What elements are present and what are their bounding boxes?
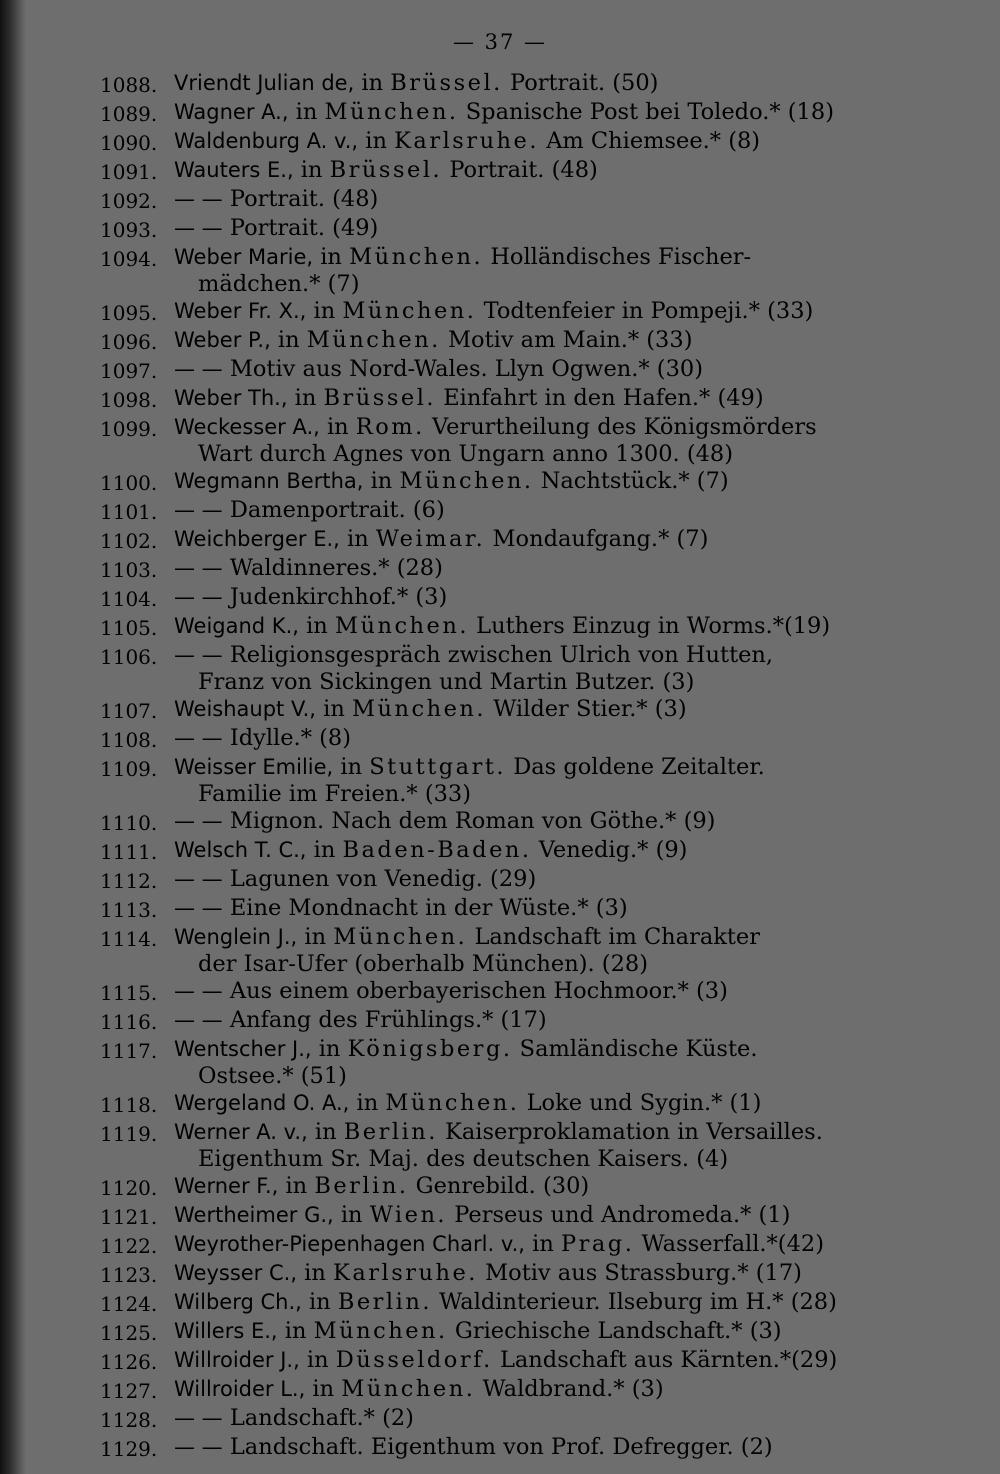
entry-body [174, 555, 910, 584]
preposition: in [277, 1318, 314, 1344]
entry-body [174, 128, 910, 157]
artwork-title: Portrait. (48) [449, 157, 598, 183]
artist-name: — — [174, 867, 223, 891]
entry-body [174, 642, 910, 696]
preposition: in [315, 696, 352, 722]
entry-body [174, 808, 910, 837]
artist-name: Wagner A., [174, 100, 289, 124]
entry-body [174, 99, 910, 128]
entry-body [174, 1119, 910, 1173]
catalog-entry [100, 978, 910, 1007]
artwork-title: Waldbrand.* (3) [482, 1376, 664, 1402]
city-name: München. [341, 1376, 476, 1402]
city-name: Brüssel. [329, 157, 443, 183]
entry-number: 1101. [100, 500, 158, 524]
entry-number: 1100. [100, 471, 158, 495]
preposition: in [333, 754, 370, 780]
catalog-entry [100, 924, 910, 978]
artist-name: Welsch T. C., [174, 838, 307, 862]
entry-body [174, 526, 910, 555]
city-name: Weimar. [375, 526, 486, 552]
entry-number: 1099. [100, 417, 158, 441]
artwork-title: Am Chiemsee.* (8) [546, 128, 761, 154]
artwork-title: Portrait. (50) [509, 70, 659, 96]
artwork-title: Holländisches Fischer- [490, 244, 752, 270]
artwork-title: Genrebild. (30) [415, 1173, 590, 1199]
catalog-entry [100, 808, 910, 837]
catalog-entry [100, 1090, 910, 1119]
entry-number: 1093. [100, 218, 158, 242]
entry-number: 1111. [100, 840, 158, 864]
preposition: in [297, 924, 334, 950]
city-name: München. [313, 1318, 448, 1344]
entry-body [174, 1289, 910, 1318]
entry-body [174, 924, 910, 978]
entry-number: 1090. [100, 131, 158, 155]
artist-name: — — [174, 187, 223, 211]
entry-body [174, 1405, 910, 1434]
artwork-title: Religionsgespräch zwischen Ulrich von Hutten, [229, 642, 774, 668]
city-name: München. [306, 327, 441, 353]
preposition: in [305, 1376, 342, 1402]
artwork-title: Damenportrait. (6) [229, 497, 445, 523]
entry-number: 1091. [100, 160, 158, 184]
entry-body [174, 298, 910, 327]
preposition: in [306, 298, 343, 324]
entry-number: 1113. [100, 898, 158, 922]
entry-body [174, 497, 910, 526]
city-name: Rom. [355, 414, 425, 440]
entry-body [174, 244, 910, 298]
artist-name: — — [174, 726, 223, 750]
artist-name: — — [174, 498, 223, 522]
artist-name: Willers E., [174, 1319, 278, 1343]
entry-body [174, 1202, 910, 1231]
entry-continuation: Wart durch Agnes von Ungarn anno 1300. (48) [198, 441, 734, 467]
preposition: in [313, 244, 350, 270]
entry-body [174, 186, 910, 215]
artwork-title: Landschaft aus Kärnten.*(29) [499, 1347, 838, 1373]
city-name: Düsseldorf. [335, 1347, 493, 1373]
preposition: in [293, 157, 330, 183]
catalog-entry [100, 1173, 910, 1202]
artist-name: Vriendt Julian de, [174, 71, 355, 95]
catalog-entry [100, 1007, 910, 1036]
artist-name: Wilberg Ch., [174, 1290, 302, 1314]
catalog-entry [100, 1231, 910, 1260]
preposition: in [319, 414, 356, 440]
artist-name: — — [174, 1435, 223, 1459]
artist-name: Weyrother-Piepenhagen Charl. v., [174, 1232, 525, 1256]
catalog-entry [100, 1405, 910, 1434]
artist-name: Werner A. v., [174, 1120, 308, 1144]
artist-name: Weigand K., [174, 614, 299, 638]
artwork-title: Anfang des Frühlings.* (17) [229, 1007, 547, 1033]
artwork-title: Nachtstück.* (7) [540, 468, 729, 494]
city-name: Wien. [369, 1202, 448, 1228]
catalog-entry [100, 157, 910, 186]
entry-number: 1118. [100, 1093, 158, 1117]
catalog-entry [100, 1119, 910, 1173]
entry-body [174, 837, 910, 866]
artist-name: Weber Fr. X., [174, 299, 307, 323]
artist-name: — — [174, 556, 223, 580]
entry-body [174, 895, 910, 924]
preposition: in [299, 1347, 336, 1373]
preposition: in [270, 327, 307, 353]
city-name: Brüssel. [390, 70, 503, 96]
city-name: München. [385, 1090, 520, 1116]
city-name: München. [351, 696, 487, 722]
catalog-entry [100, 468, 910, 497]
catalog-entry [100, 356, 910, 385]
entry-body [174, 978, 910, 1007]
preposition: in [349, 1090, 386, 1116]
entry-body [174, 70, 910, 99]
artwork-title: Motiv am Main.* (33) [448, 327, 693, 353]
artwork-title: Landschaft.* (2) [229, 1405, 414, 1431]
artwork-title: Eine Mondnacht in der Wüste.* (3) [229, 895, 628, 921]
city-name: Berlin. [343, 1119, 438, 1145]
preposition: in [524, 1231, 561, 1257]
entry-number: 1094. [100, 247, 158, 271]
entry-continuation: der Isar-Ufer (oberhalb München). (28) [198, 951, 648, 977]
entry-body [174, 1347, 910, 1376]
entry-body [174, 696, 910, 725]
preposition: in [311, 1036, 348, 1062]
preposition: in [307, 1119, 344, 1145]
city-name: München. [349, 244, 484, 270]
entry-body [174, 866, 910, 895]
catalog-entry [100, 642, 910, 696]
catalog-entry [100, 696, 910, 725]
entry-body [174, 1434, 910, 1463]
artwork-title: Lagunen von Venedig. (29) [229, 866, 537, 892]
artwork-title: Motiv aus Strassburg.* (17) [485, 1260, 802, 1286]
entry-number: 1115. [100, 981, 158, 1005]
city-name: Königsberg. [347, 1036, 513, 1062]
preposition: in [333, 1202, 370, 1228]
entry-number: 1092. [100, 189, 158, 213]
entry-number: 1108. [100, 728, 158, 752]
artist-name: Wergeland O. A., [174, 1091, 350, 1115]
catalog-entry [100, 526, 910, 555]
artist-name: Werner F., [174, 1174, 279, 1198]
entry-continuation: Eigenthum Sr. Maj. des deutschen Kaisers. (4) [198, 1146, 729, 1172]
catalog-entry [100, 837, 910, 866]
artist-name: Weber P., [174, 328, 271, 352]
artwork-title: Judenkirchhof.* (3) [229, 584, 448, 610]
entry-body [174, 1036, 910, 1090]
artwork-title: Motiv aus Nord-Wales. Llyn Ogwen.* (30) [229, 356, 703, 382]
catalog-entry [100, 414, 910, 468]
artist-name: — — [174, 979, 223, 1003]
entry-number: 1105. [100, 616, 158, 640]
artwork-title: Mignon. Nach dem Roman von Göthe.* (9) [229, 808, 716, 834]
city-name: Berlin. [337, 1289, 432, 1315]
city-name: Prag. [560, 1231, 635, 1257]
preposition: in [297, 1260, 334, 1286]
artist-name: — — [174, 896, 223, 920]
preposition: in [287, 385, 324, 411]
artwork-title: Wasserfall.*(42) [641, 1231, 824, 1257]
entry-body [174, 356, 910, 385]
artist-name: Wenglein J., [174, 925, 298, 949]
entry-number: 1097. [100, 359, 158, 383]
catalog-entry [100, 186, 910, 215]
entry-body [174, 1318, 910, 1347]
entry-number: 1109. [100, 757, 158, 781]
entry-body [174, 1231, 910, 1260]
artwork-title: Perseus und Andromeda.* (1) [454, 1202, 791, 1228]
entry-body [174, 1007, 910, 1036]
artist-name: — — [174, 1008, 223, 1032]
entry-number: 1120. [100, 1176, 158, 1200]
artwork-title: Waldinneres.* (28) [229, 555, 443, 581]
entry-continuation: Familie im Freien.* (33) [198, 781, 471, 807]
entry-number: 1114. [100, 927, 158, 951]
preposition: in [358, 128, 395, 154]
city-name: Baden-Baden. [342, 837, 532, 863]
entry-number: 1112. [100, 869, 158, 893]
artist-name: Weisser Emilie, [174, 755, 334, 779]
artist-name: Wentscher J., [174, 1037, 312, 1061]
catalog-entry [100, 128, 910, 157]
entry-number: 1121. [100, 1205, 158, 1229]
entry-number: 1127. [100, 1379, 158, 1403]
entry-number: 1123. [100, 1263, 158, 1287]
entry-number: 1095. [100, 301, 158, 325]
artwork-title: Verurtheilung des Königsmörders [431, 414, 817, 440]
catalog-entry [100, 1318, 910, 1347]
entry-number: 1129. [100, 1437, 158, 1461]
artist-name: Weber Marie, [174, 245, 314, 269]
catalog-entry [100, 327, 910, 356]
entry-body [174, 613, 910, 642]
artist-name: Willroider L., [174, 1377, 306, 1401]
catalog-entry [100, 497, 910, 526]
entry-body [174, 385, 910, 414]
catalog-entry [100, 584, 910, 613]
entry-number: 1117. [100, 1039, 158, 1063]
preposition: in [301, 1289, 338, 1315]
artwork-title: Einfahrt in den Hafen.* (49) [443, 385, 764, 411]
artwork-title: Aus einem oberbayerischen Hochmoor.* (3) [229, 978, 728, 1004]
entry-number: 1088. [100, 73, 158, 97]
preposition: in [339, 526, 376, 552]
artwork-title: Idylle.* (8) [229, 725, 351, 751]
artwork-title: Landschaft. Eigenthum von Prof. Defregger. (2) [229, 1434, 773, 1460]
catalog-entries [100, 70, 910, 1463]
preposition: in [306, 837, 343, 863]
city-name: München. [333, 924, 468, 950]
artist-name: — — [174, 643, 223, 667]
entry-number: 1124. [100, 1292, 158, 1316]
entry-number: 1103. [100, 558, 158, 582]
city-name: Berlin. [314, 1173, 409, 1199]
city-name: München. [324, 99, 459, 125]
catalog-entry [100, 866, 910, 895]
catalog-entry [100, 613, 910, 642]
artist-name: Weber Th., [174, 386, 288, 410]
catalog-entry [100, 385, 910, 414]
page-number: — 37 — [452, 30, 548, 54]
artwork-title: Portrait. (49) [229, 215, 379, 241]
preposition: in [278, 1173, 315, 1199]
artwork-title: Das goldene Zeitalter. [513, 754, 765, 780]
catalog-entry [100, 215, 910, 244]
entry-continuation: Ostsee.* (51) [198, 1063, 347, 1089]
catalog-entry [100, 1036, 910, 1090]
city-name: Stuttgart. [369, 754, 507, 780]
binding-shadow [0, 0, 26, 1474]
catalog-entry [100, 725, 910, 754]
catalog-entry [100, 244, 910, 298]
artwork-title: Samländische Küste. [519, 1036, 758, 1062]
preposition: in [288, 99, 325, 125]
artwork-title: Wilder Stier.* (3) [493, 696, 687, 722]
artist-name: Weysser C., [174, 1261, 298, 1285]
catalog-entry [100, 1347, 910, 1376]
artist-name: Weckesser A., [174, 415, 320, 439]
artwork-title: Venedig.* (9) [538, 837, 688, 863]
entry-body [174, 1173, 910, 1202]
entry-number: 1119. [100, 1122, 158, 1146]
entry-number: 1110. [100, 811, 158, 835]
preposition: in [363, 468, 400, 494]
entry-body [174, 1376, 910, 1405]
artist-name: Weishaupt V., [174, 697, 316, 721]
entry-body [174, 468, 910, 497]
entry-number: 1107. [100, 699, 158, 723]
entry-number: 1102. [100, 529, 158, 553]
artwork-title: Kaiserproklamation in Versailles. [445, 1119, 823, 1145]
city-name: Karlsruhe. [333, 1260, 478, 1286]
artist-name: Wertheimer G., [174, 1203, 334, 1227]
entry-number: 1096. [100, 330, 158, 354]
entry-body [174, 584, 910, 613]
artwork-title: Landschaft im Charakter [474, 924, 760, 950]
preposition: in [298, 613, 335, 639]
catalog-entry [100, 1434, 910, 1463]
city-name: München. [399, 468, 534, 494]
entry-body [174, 1260, 910, 1289]
entry-number: 1128. [100, 1408, 158, 1432]
catalog-entry [100, 1202, 910, 1231]
entry-number: 1089. [100, 102, 158, 126]
catalog-entry [100, 298, 910, 327]
catalog-entry [100, 754, 910, 808]
artwork-title: Todtenfeier in Pompeji.* (33) [483, 298, 814, 324]
artist-name: — — [174, 216, 223, 240]
artwork-title: Luthers Einzug in Worms.*(19) [476, 613, 831, 639]
artist-name: — — [174, 585, 223, 609]
catalog-entry [100, 1260, 910, 1289]
entry-number: 1126. [100, 1350, 158, 1374]
artwork-title: Mondaufgang.* (7) [492, 526, 709, 552]
entry-body [174, 754, 910, 808]
entry-number: 1106. [100, 645, 158, 669]
catalog-entry [100, 555, 910, 584]
artist-name: — — [174, 1406, 223, 1430]
artwork-title: Griechische Landschaft.* (3) [454, 1318, 782, 1344]
artist-name: Wegmann Bertha, [174, 469, 364, 493]
entry-body [174, 157, 910, 186]
artwork-title: Waldinterieur. Ilseburg im H.* (28) [439, 1289, 837, 1315]
artist-name: Wauters E., [174, 158, 294, 182]
entry-body [174, 327, 910, 356]
artwork-title: Spanische Post bei Toledo.* (18) [465, 99, 834, 125]
entry-continuation: Franz von Sickingen und Martin Butzer. (3) [198, 669, 695, 695]
entry-continuation: mädchen.* (7) [198, 271, 360, 297]
city-name: München. [342, 298, 477, 324]
city-name: München. [334, 613, 470, 639]
artist-name: Waldenburg A. v., [174, 129, 359, 153]
entry-body [174, 1090, 910, 1119]
city-name: Brüssel. [323, 385, 437, 411]
catalog-entry [100, 1376, 910, 1405]
entry-number: 1104. [100, 587, 158, 611]
city-name: Karlsruhe. [394, 128, 540, 154]
artwork-title: Portrait. (48) [229, 186, 379, 212]
entry-number: 1122. [100, 1234, 158, 1258]
catalog-entry [100, 1289, 910, 1318]
catalog-entry [100, 99, 910, 128]
entry-body [174, 215, 910, 244]
artist-name: Willroider J., [174, 1348, 300, 1372]
entry-body [174, 414, 910, 468]
entry-number: 1125. [100, 1321, 158, 1345]
catalog-entry [100, 895, 910, 924]
entry-number: 1098. [100, 388, 158, 412]
artwork-title: Loke und Sygin.* (1) [526, 1090, 762, 1116]
entry-number: 1116. [100, 1010, 158, 1034]
artist-name: — — [174, 809, 223, 833]
preposition: in [354, 70, 391, 96]
artist-name: — — [174, 357, 223, 381]
entry-body [174, 725, 910, 754]
artist-name: Weichberger E., [174, 527, 340, 551]
catalog-entry [100, 70, 910, 99]
